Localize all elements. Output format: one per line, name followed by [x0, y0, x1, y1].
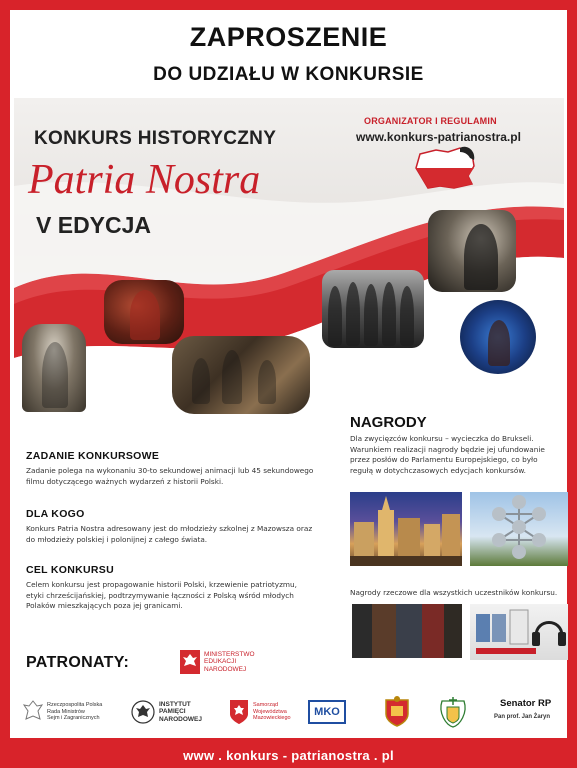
audience-line: do młodzieży polskiej i polonijnej z całego świata. [26, 534, 208, 544]
ministry-line: NARODOWEJ [204, 665, 247, 673]
logo-line: Rada Ministrów [47, 708, 85, 715]
eagle-emblem-icon [22, 699, 44, 725]
contest-banner [14, 98, 564, 416]
senator-title: Senator RP [500, 698, 552, 709]
footer-url[interactable]: www . konkurs - patrianostra . pl [0, 738, 577, 768]
headphones-icon [470, 604, 568, 660]
book-cover [352, 604, 372, 658]
logo-line: Rzeczpospolita Polska [47, 702, 103, 709]
logo-line: PAMIĘCI [159, 708, 186, 716]
atomium-photo [470, 492, 568, 566]
poland-map-icon [414, 146, 478, 190]
book-prizes-photo [350, 604, 462, 660]
goal-line: etyki chrześcijańskiej, podtrzymywanie łączności z Polską wśród młodych [26, 590, 294, 600]
book-cover [372, 604, 396, 658]
bishop-coat-logo [436, 694, 470, 730]
book-cover [444, 604, 462, 658]
prizes-line: Dla zwycięzców konkursu – wycieczka do Brukseli. [350, 434, 534, 443]
patron-logos [22, 694, 562, 734]
audience-section-title: DLA KOGO [26, 508, 85, 520]
scientist-photo [428, 210, 516, 292]
book-cover [422, 604, 444, 658]
audience-line: Konkurs Patria Nostra adresowany jest do młodzieży szkolnej z Mazowsza oraz [26, 524, 313, 533]
bishop-emblem-icon [436, 695, 470, 729]
book-cover [396, 604, 422, 658]
material-prizes-text: Nagrody rzeczowe dla wszystkich uczestników konkursu. [350, 588, 558, 597]
organizer-label: ORGANIZATOR I REGULAMIN [364, 116, 497, 126]
contest-name: Patria Nostra [28, 157, 261, 203]
historic-figure-photo [22, 324, 86, 412]
ministry-logo [180, 650, 255, 674]
logo-line: Województwa [253, 708, 287, 715]
goal-line: Polaków mieszkających poza jej granicami. [26, 601, 183, 610]
prizes-line: Warunkiem realizacji nagrody będzie jej ufundowanie [350, 444, 545, 454]
organizer-url[interactable]: www.konkurs-patrianostra.pl [356, 130, 521, 144]
mazovia-logo [228, 694, 291, 730]
goal-line: Celem konkursu jest propagowanie historii Polski, krzewienie patriotyzmu, [26, 580, 297, 589]
prizes-description [350, 434, 568, 476]
logo-line: NARODOWEJ [159, 715, 202, 723]
task-line: filmu dotyczącego ważnych wydarzeń z historii Polski. [26, 476, 224, 486]
task-section-title: ZADANIE KONKURSOWE [26, 450, 160, 462]
coat-of-arms-logo [382, 694, 412, 730]
task-line: Zadanie polega na wykonaniu 30-to sekundowej animacji lub 45 sekundowego [26, 466, 314, 475]
logo-line: MKO [308, 700, 346, 724]
coat-of-arms-icon [382, 696, 412, 728]
logo-line: INSTYTUT [159, 700, 191, 708]
astronomer-photo [460, 300, 536, 374]
soldiers-photo [322, 270, 424, 348]
atomium-icon [470, 492, 568, 566]
goal-section-title: CEL KONKURSU [26, 564, 114, 576]
government-logo [22, 694, 102, 730]
polish-eagle-icon [180, 650, 200, 674]
logo-line: Sejm i Zagranicznych [47, 715, 100, 722]
ministry-line: EDUKACJI [204, 658, 237, 666]
goal-section-text [26, 580, 326, 612]
brussels-buildings-icon [350, 492, 462, 566]
prizes-line: regułą w dotychczasowych edycjach konkursów. [350, 465, 526, 475]
ipn-logo [130, 694, 202, 730]
logo-line: Mazowieckiego [253, 715, 291, 722]
prizes-line: przez posłów do Parlamentu Europejskiego, co było [350, 455, 538, 464]
audience-section-text [26, 524, 326, 545]
ministry-line: MINISTERSTWO [204, 650, 255, 658]
contest-heading: KONKURS HISTORYCZNY [34, 128, 277, 149]
mko-logo [308, 694, 346, 730]
patronage-title: PATRONATY: [26, 654, 130, 671]
page-subtitle: DO UDZIAŁU W KONKURSIE [153, 64, 424, 85]
senator-name: Pan prof. Jan Żaryn [494, 714, 551, 720]
contest-edition: V EDYCJA [36, 212, 152, 238]
page-title: ZAPROSZENIE [189, 22, 388, 52]
prizes-title: NAGRODY [350, 414, 427, 431]
task-section-text [26, 466, 326, 487]
brussels-photo [350, 492, 462, 566]
logo-line: Samorząd [253, 702, 279, 709]
gadget-prizes-photo [470, 604, 568, 660]
battle-painting-photo [172, 336, 310, 414]
historic-painting-photo [104, 280, 184, 344]
ipn-emblem-icon [130, 699, 156, 725]
mazovia-shield-icon [228, 698, 250, 726]
